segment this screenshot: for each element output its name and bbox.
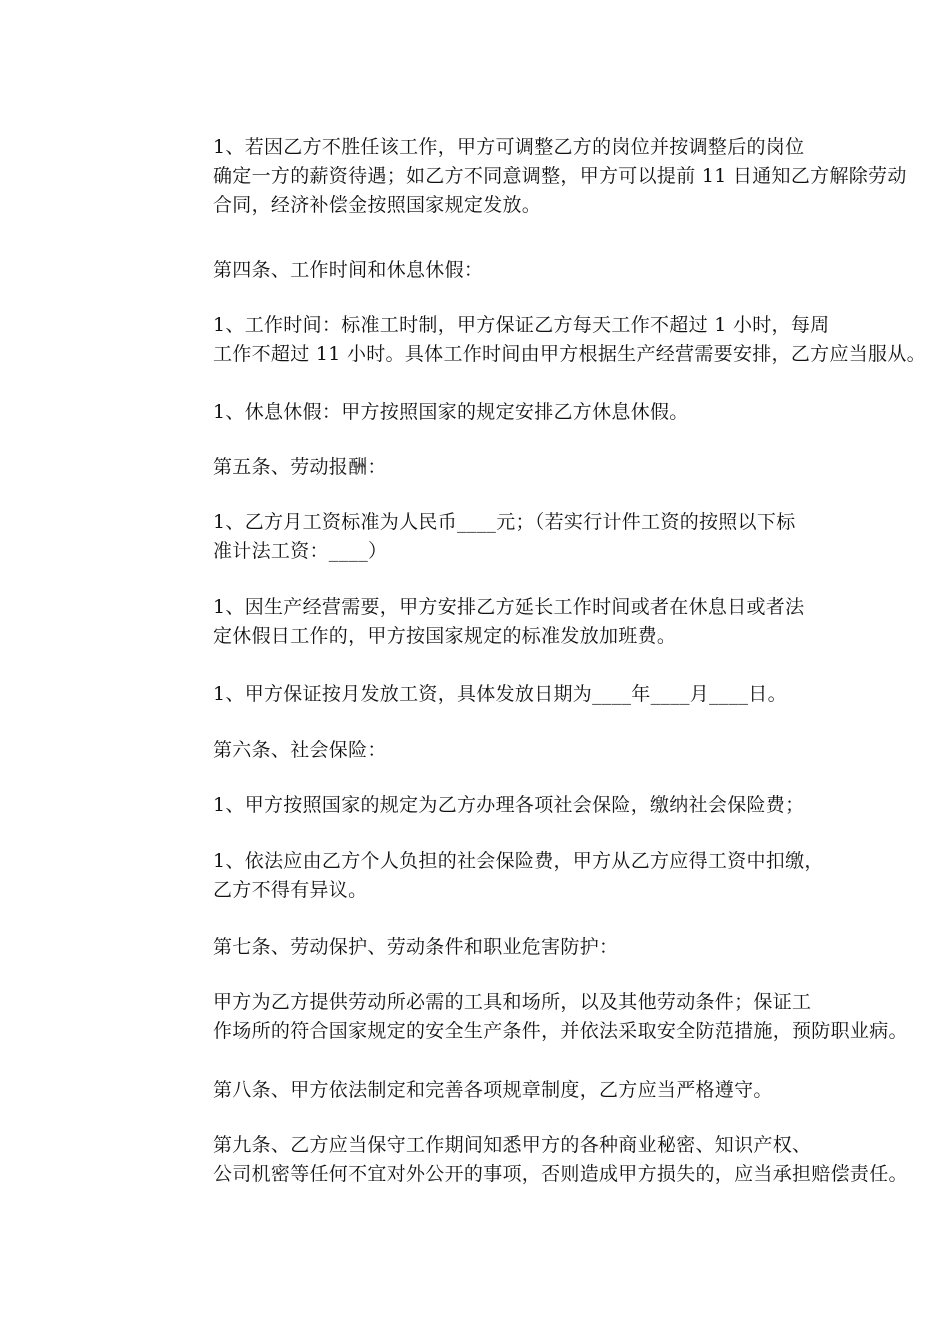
text-line: 1、休息休假：甲方按照国家的规定安排乙方休息休假。 [213, 401, 689, 423]
text-line: 准计法工资：____） [213, 540, 388, 562]
text-line: 作场所的符合国家规定的安全生产条件，并依法采取安全防范措施，预防职业病。 [213, 1020, 908, 1042]
text-line: 公司机密等任何不宜对外公开的事项，否则造成甲方损失的，应当承担赔偿责任。 [213, 1163, 908, 1185]
article-heading [137, 453, 827, 482]
text-line: 甲方为乙方提供劳动所必需的工具和场所，以及其他劳动条件；保证工 [213, 991, 812, 1013]
text-line: 第八条、甲方依法制定和完善各项规章制度，乙方应当严格遵守。 [213, 1079, 773, 1101]
text-line: 乙方不得有异议。 [213, 879, 368, 901]
text-line: 合同，经济补偿金按照国家规定发放。 [213, 194, 542, 216]
text-line: 1、工作时间：标准工时制，甲方保证乙方每天工作不超过 1 小时，每周 [213, 314, 830, 336]
text-line: 1、依法应由乙方个人负担的社会保险费，甲方从乙方应得工资中扣缴， [213, 850, 824, 872]
text-line: 第七条、劳动保护、劳动条件和职业危害防护： [213, 936, 619, 958]
article-heading [137, 1076, 827, 1105]
clause-paragraph [137, 398, 827, 427]
text-line: 1、甲方按照国家的规定为乙方办理各项社会保险，缴纳社会保险费； [213, 794, 805, 816]
text-line: 工作不超过 11 小时。具体工作时间由甲方根据生产经营需要安排，乙方应当服从。 [213, 343, 926, 365]
text-line: 1、乙方月工资标准为人民币____元；（若实行计件工资的按照以下标 [213, 511, 796, 533]
clause-paragraph [137, 593, 827, 651]
text-line: 定休假日工作的，甲方按国家规定的标准发放加班费。 [213, 625, 677, 647]
text-line: 1、甲方保证按月发放工资，具体发放日期为____年____月____日。 [213, 683, 787, 705]
text-line: 第五条、劳动报酬： [213, 456, 387, 478]
text-line: 1、若因乙方不胜任该工作，甲方可调整乙方的岗位并按调整后的岗位 [213, 136, 805, 158]
clause-paragraph [137, 311, 926, 369]
article-heading [137, 933, 827, 962]
clause-paragraph [137, 133, 907, 220]
clause-paragraph [137, 847, 827, 905]
text-line: 确定一方的薪资待遇；如乙方不同意调整，甲方可以提前 11 日通知乙方解除劳动 [213, 165, 907, 187]
article-heading [137, 736, 827, 765]
clause-paragraph [137, 791, 827, 820]
clause-paragraph [137, 988, 908, 1046]
article-heading [137, 1131, 908, 1189]
text-line: 第九条、乙方应当保守工作期间知悉甲方的各种商业秘密、知识产权、 [213, 1134, 812, 1156]
clause-paragraph [137, 680, 827, 709]
text-line: 第六条、社会保险： [213, 739, 387, 761]
clause-paragraph [137, 508, 827, 566]
text-line: 1、因生产经营需要，甲方安排乙方延长工作时间或者在休息日或者法 [213, 596, 805, 618]
article-heading [137, 256, 827, 285]
text-line: 第四条、工作时间和休息休假： [213, 259, 484, 281]
